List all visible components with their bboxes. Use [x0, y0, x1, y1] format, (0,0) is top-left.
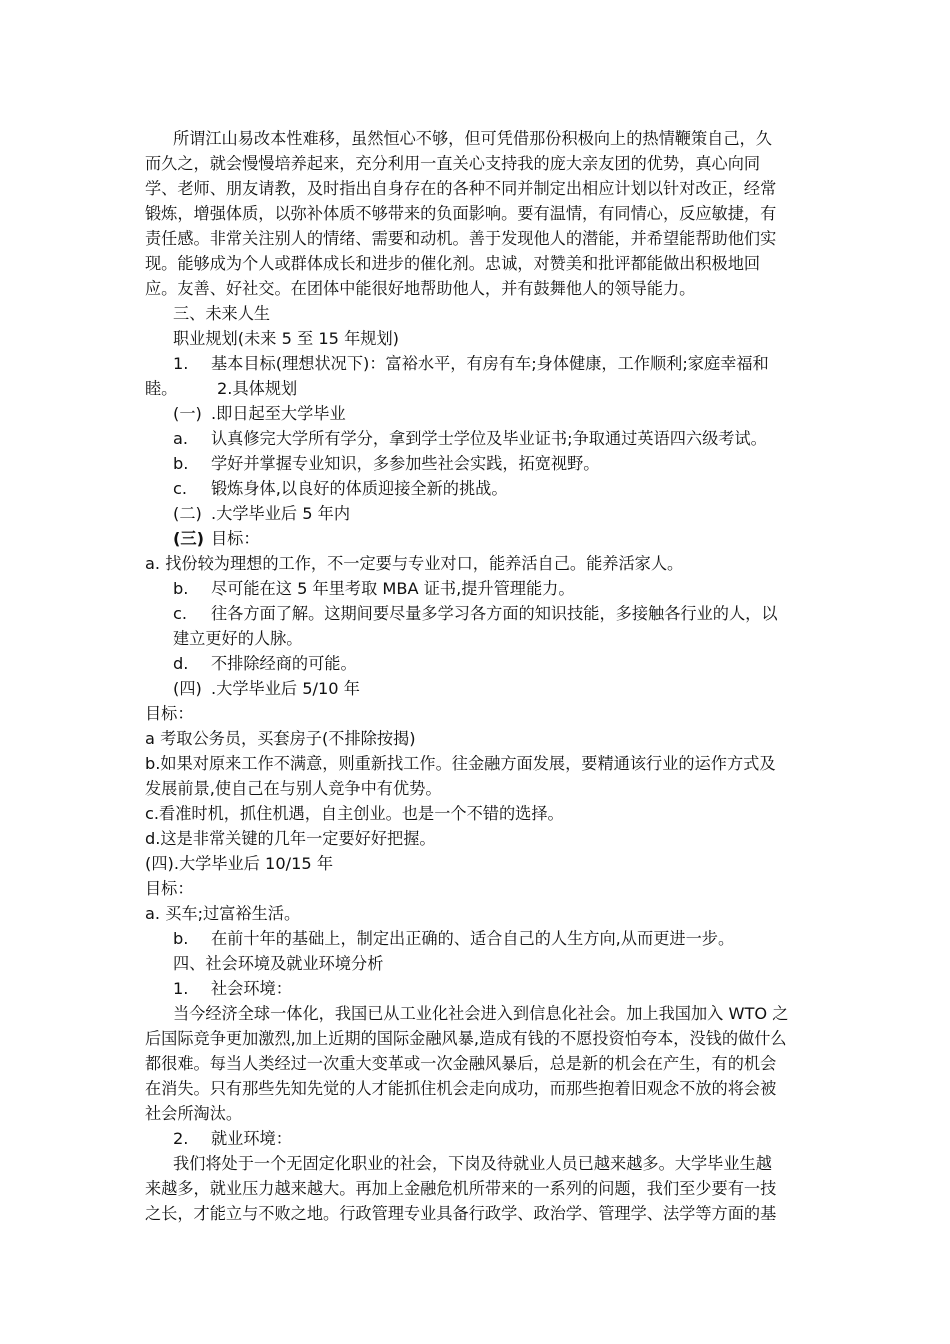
- list-number: d.: [173, 654, 189, 673]
- text-line: 建立更好的人脉。: [173, 629, 303, 648]
- text-line: 在消失。只有那些先知先觉的人才能抓住机会走向成功，而那些抱着旧观念不放的将会被: [145, 1079, 777, 1098]
- list-item-text: 2.具体规划: [217, 379, 298, 398]
- list-item-text: 基本目标(理想状况下)：富裕水平，有房有车;身体健康，工作顺利;家庭幸福和: [211, 354, 769, 373]
- text-line: d.这是非常关键的几年一定要好好把握。: [145, 829, 436, 848]
- text-line: 都很难。每当人类经过一次重大变革或一次金融风暴后，总是新的机会在产生，有的机会: [145, 1054, 777, 1073]
- list-item-text: .大学毕业后 5 年内: [211, 504, 351, 523]
- text-line: 所谓江山易改本性难移，虽然恒心不够，但可凭借那份积极向上的热情鞭策自己，久: [173, 129, 772, 148]
- list-item-text: 不排除经商的可能。: [211, 654, 357, 673]
- list-number: b.: [173, 929, 189, 948]
- text-line: 我们将处于一个无固定化职业的社会，下岗及待就业人员已越来越多。大学毕业生越: [173, 1154, 772, 1173]
- section-heading: 三、未来人生: [173, 304, 271, 323]
- text-line: 应。友善、好社交。在团体中能很好地帮助他人，并有鼓舞他人的领导能力。: [145, 279, 696, 298]
- list-item-text: 目标：: [211, 529, 260, 548]
- text-line: 学、老师、朋友请教，及时指出自身存在的各种不同并制定出相应计划以针对改正，经常: [145, 179, 777, 198]
- list-number: b.: [173, 579, 189, 598]
- list-number: a.: [173, 429, 189, 448]
- list-item-text: a. 找份较为理想的工作，不一定要与专业对口，能养活自己。能养活家人。: [145, 554, 684, 573]
- text-line: a. 买车;过富裕生活。: [145, 904, 301, 923]
- list-number: 2.: [173, 1129, 189, 1148]
- text-line: 现。能够成为个人或群体成长和进步的催化剂。忠诚，对赞美和批评都能做出积极地回: [145, 254, 761, 273]
- text-line: 来越多，就业压力越来越大。再加上金融危机所带来的一系列的问题，我们至少要有一技: [145, 1179, 777, 1198]
- text-line: a 考取公务员，买套房子(不排除按揭): [145, 729, 416, 748]
- list-item-text: 认真修完大学所有学分，拿到学士学位及毕业证书;争取通过英语四六级考试。: [211, 429, 767, 448]
- text-line: 睦。: [145, 379, 178, 398]
- list-number: (一): [173, 404, 202, 423]
- list-number: 1.: [173, 354, 189, 373]
- list-item-text: 学好并掌握专业知识，多参加些社会实践，拓宽视野。: [211, 454, 600, 473]
- text-line: b.如果对原来工作不满意，则重新找工作。往金融方面发展，要精通该行业的运作方式及: [145, 754, 776, 773]
- text-line: 当今经济全球一体化，我国已从工业化社会进入到信息化社会。加上我国加入 WTO 之: [173, 1004, 789, 1023]
- text-line: 而久之，就会慢慢培养起来，充分利用一直关心支持我的庞大亲友团的优势，真心向同: [145, 154, 761, 173]
- list-number: c.: [173, 479, 188, 498]
- list-number: (四): [173, 679, 202, 698]
- list-item-text: 尽可能在这 5 年里考取 MBA 证书,提升管理能力。: [211, 579, 575, 598]
- text-line: 目标：: [145, 879, 194, 898]
- text-line: 目标：: [145, 704, 194, 723]
- section-heading: 四、社会环境及就业环境分析: [173, 954, 384, 973]
- text-line: 后国际竞争更加激烈,加上近期的国际金融风暴,造成有钱的不愿投资怕夸本，没钱的做什么: [145, 1029, 787, 1048]
- list-item-text: 社会环境：: [211, 979, 292, 998]
- list-number: 1.: [173, 979, 189, 998]
- text-line: 社会所淘汰。: [145, 1104, 243, 1123]
- list-item-text: .大学毕业后 5/10 年: [211, 679, 360, 698]
- list-number: (三): [173, 529, 204, 548]
- text-line: 锻炼，增强体质，以弥补体质不够带来的负面影响。要有温情，有同情心，反应敏捷，有: [145, 204, 777, 223]
- list-number: (二): [173, 504, 202, 523]
- list-item-text: 就业环境：: [211, 1129, 292, 1148]
- list-number: b.: [173, 454, 189, 473]
- text-line: c.看准时机，抓住机遇，自主创业。也是一个不错的选择。: [145, 804, 564, 823]
- text-line: (四).大学毕业后 10/15 年: [145, 854, 334, 873]
- list-item-text: 在前十年的基础上，制定出正确的、适合自己的人生方向,从而更进一步。: [211, 929, 735, 948]
- list-item-text: 锻炼身体,以良好的体质迎接全新的挑战。: [211, 479, 508, 498]
- text-line: 发展前景,使自己在与别人竞争中有优势。: [145, 779, 442, 798]
- text-line: 责任感。非常关注别人的情绪、需要和动机。善于发现他人的潜能，并希望能帮助他们实: [145, 229, 777, 248]
- text-line: 职业规划(未来 5 至 15 年规划): [173, 329, 399, 348]
- list-item-text: 往各方面了解。这期间要尽量多学习各方面的知识技能，多接触各行业的人，以: [211, 604, 778, 623]
- list-item-text: .即日起至大学毕业: [211, 404, 346, 423]
- list-number: c.: [173, 604, 188, 623]
- text-line: 之长，才能立与不败之地。行政管理专业具备行政学、政治学、管理学、法学等方面的基: [145, 1204, 777, 1223]
